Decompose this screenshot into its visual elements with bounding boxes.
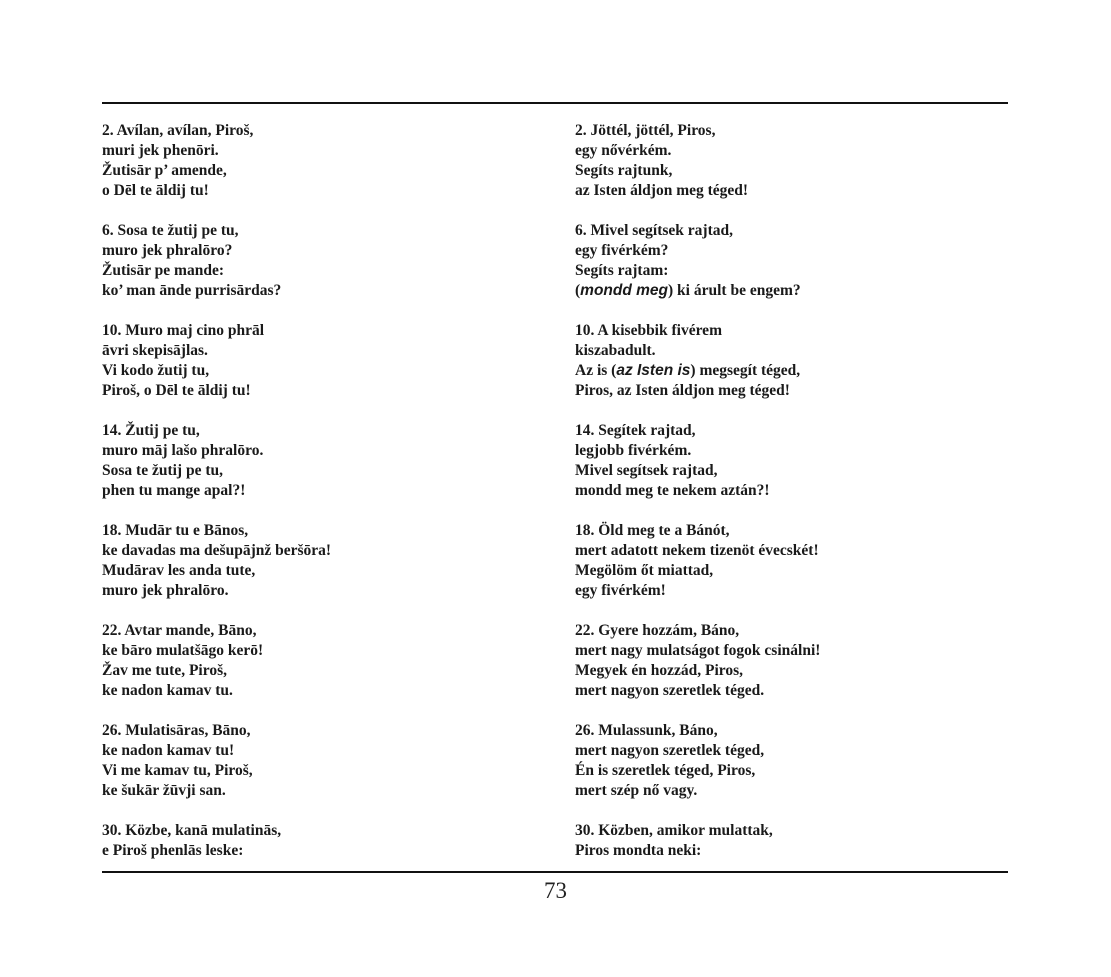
verse-line: 30. Közbe, kanā mulatinās, — [102, 822, 282, 839]
verse-line: Vi me kamav tu, Piroš, — [102, 762, 253, 779]
verse-line: Žav me tute, Piroš, — [102, 662, 227, 679]
romani-stanza — [102, 721, 542, 801]
verse-line: mert nagy mulatságot fogok csinálni! — [575, 642, 821, 659]
hungarian-stanza — [575, 821, 1015, 861]
verse-line: Piroš, o Dēl te āldij tu! — [102, 382, 251, 399]
verse-line: ke nadon kamav tu! — [102, 742, 235, 759]
verse-line: muri jek phenōri. — [102, 142, 219, 159]
verse-line: Žutisār pe mande: — [102, 262, 225, 279]
verse-line: 6. Mivel segítsek rajtad, — [575, 222, 733, 239]
hungarian-stanza — [575, 521, 1015, 601]
verse-line: 14. Segítek rajtad, — [575, 422, 696, 439]
verse-line — [575, 361, 1015, 381]
verse-line: muro māj lašo phralōro. — [102, 442, 264, 459]
verse-line — [575, 281, 1015, 301]
verse-line: muro jek phralōro. — [102, 582, 229, 599]
verse-line: mert szép nő vagy. — [575, 782, 698, 799]
verse-line: Megölöm őt miattad, — [575, 562, 714, 579]
hungarian-stanza — [575, 221, 1015, 301]
page-number: 73 — [544, 878, 567, 903]
romani-stanza — [102, 421, 542, 501]
verse-line: 30. Közben, amikor mulattak, — [575, 822, 773, 839]
verse-line: Segíts rajtam: — [575, 262, 669, 279]
hungarian-stanza — [575, 721, 1015, 801]
verse-line: egy nővérkém. — [575, 142, 672, 159]
hungarian-stanza — [575, 121, 1015, 201]
verse-line: 26. Mulatisāras, Bāno, — [102, 722, 251, 739]
verse-line: Megyek én hozzád, Piros, — [575, 662, 744, 679]
romani-stanza — [102, 621, 542, 701]
verse-line: kiszabadult. — [575, 342, 656, 359]
verse-line: 10. A kisebbik fivérem — [575, 322, 722, 339]
emphasized-insertion: az Isten is — [616, 362, 691, 379]
verse-line: muro jek phralōro? — [102, 242, 233, 259]
verse-line: 2. Avílan, avílan, Piroš, — [102, 122, 254, 139]
verse-line: 18. Mudār tu e Bānos, — [102, 522, 249, 539]
verse-line: e Piroš phenlās leske: — [102, 842, 244, 859]
romani-stanza — [102, 821, 542, 861]
verse-line: Segíts rajtunk, — [575, 162, 673, 179]
verse-line: Vi kodo žutij tu, — [102, 362, 210, 379]
verse-line: Mudārav les anda tute, — [102, 562, 256, 579]
verse-line: egy fivérkém! — [575, 582, 666, 599]
hungarian-translation-column — [575, 121, 1015, 881]
hungarian-stanza — [575, 321, 1015, 401]
verse-line: 2. Jöttél, jöttél, Piros, — [575, 122, 716, 139]
verse-line: 22. Avtar mande, Bāno, — [102, 622, 257, 639]
verse-line: ke nadon kamav tu. — [102, 682, 233, 699]
verse-line: ke šukār žūvji san. — [102, 782, 226, 799]
bottom-rule — [102, 871, 1008, 873]
verse-line: legjobb fivérkém. — [575, 442, 692, 459]
verse-line-part: ( — [575, 282, 581, 299]
verse-line: 26. Mulassunk, Báno, — [575, 722, 718, 739]
verse-line: phen tu mange apal?! — [102, 482, 246, 499]
verse-line: āvri skepisājlas. — [102, 342, 208, 359]
romani-stanza — [102, 321, 542, 401]
verse-line: 18. Öld meg te a Bánót, — [575, 522, 730, 539]
verse-line: ke davadas ma dešupājnž beršōra! — [102, 542, 332, 559]
romani-stanza — [102, 521, 542, 601]
verse-line: egy fivérkém? — [575, 242, 669, 259]
romani-stanza — [102, 221, 542, 301]
verse-line: 6. Sosa te žutij pe tu, — [102, 222, 239, 239]
verse-line: mondd meg te nekem aztán?! — [575, 482, 770, 499]
verse-line: mert nagyon szeretlek téged. — [575, 682, 765, 699]
emphasized-insertion: mondd meg — [580, 282, 669, 299]
romani-text-column — [102, 121, 542, 881]
verse-line: Mivel segítsek rajtad, — [575, 462, 718, 479]
verse-line-part: Az is ( — [575, 362, 617, 379]
verse-line: mert nagyon szeretlek téged, — [575, 742, 765, 759]
verse-line-part: ) ki árult be engem? — [668, 282, 801, 299]
verse-line: ko’ man ānde purrisārdas? — [102, 282, 282, 299]
verse-line: Piros, az Isten áldjon meg téged! — [575, 382, 790, 399]
top-rule — [102, 102, 1008, 104]
verse-line: Piros mondta neki: — [575, 842, 702, 859]
verse-line: Sosa te žutij pe tu, — [102, 462, 223, 479]
verse-line: mert adatott nekem tizenöt évecskét! — [575, 542, 819, 559]
hungarian-stanza — [575, 621, 1015, 701]
hungarian-stanza — [575, 421, 1015, 501]
verse-line: 14. Žutij pe tu, — [102, 422, 200, 439]
verse-line: az Isten áldjon meg téged! — [575, 182, 749, 199]
romani-stanza — [102, 121, 542, 201]
verse-line: Én is szeretlek téged, Piros, — [575, 762, 756, 779]
verse-line: 10. Muro maj cino phrāl — [102, 322, 265, 339]
verse-line: 22. Gyere hozzám, Báno, — [575, 622, 740, 639]
verse-line: ke bāro mulatšāgo kerō! — [102, 642, 264, 659]
verse-line: o Dēl te āldij tu! — [102, 182, 209, 199]
verse-line: Žutisār p’ amende, — [102, 162, 227, 179]
verse-line-part: ) megsegít téged, — [690, 362, 801, 379]
